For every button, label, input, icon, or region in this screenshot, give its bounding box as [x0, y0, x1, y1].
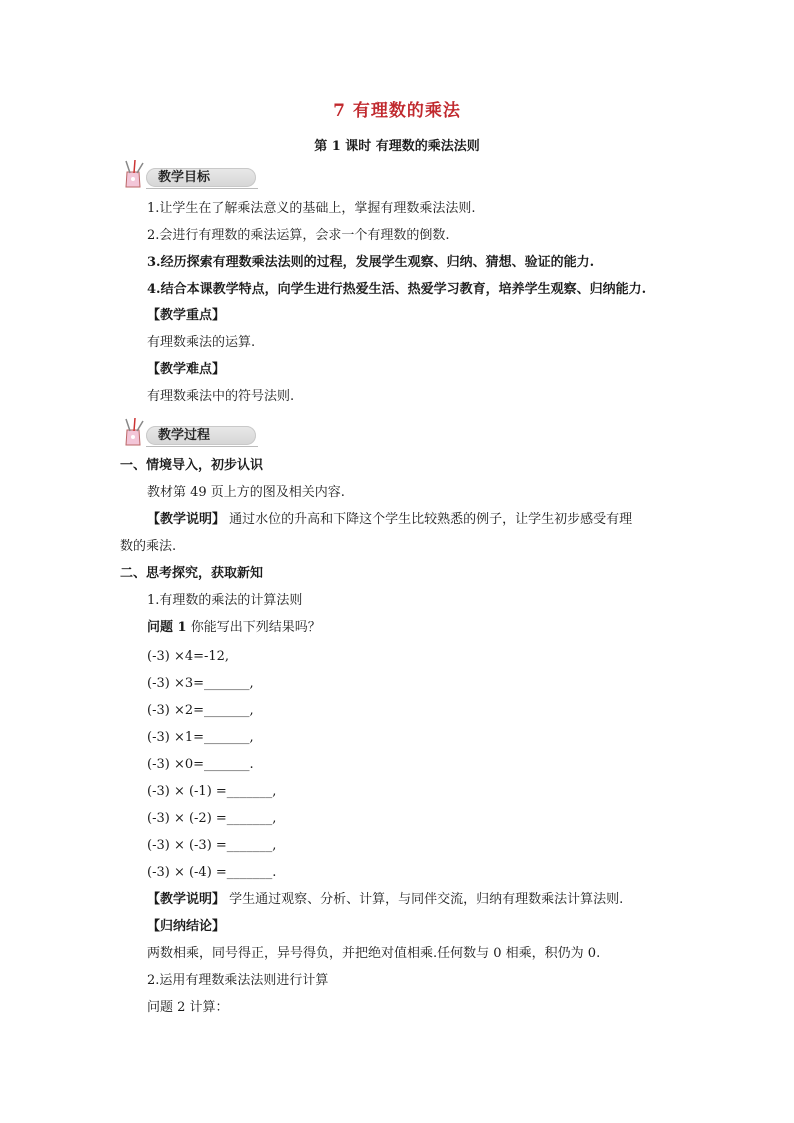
subsection-2: 2.运用有理数乘法法则进行计算	[147, 973, 329, 988]
equation-line: (-3) × (-2) =_______,	[147, 811, 277, 826]
part2-heading: 二、思考探究，获取新知	[120, 566, 264, 581]
equation-line: (-3) ×0=_______.	[147, 757, 254, 772]
question-1-label: 问题 1	[147, 620, 187, 635]
equation-line: (-3) × (-3) =_______,	[147, 838, 277, 853]
process-banner-label: 教学过程	[158, 428, 211, 443]
key-point-text: 有理数乘法的运算.	[147, 335, 256, 350]
question-1	[147, 619, 321, 637]
key-point-label: 【教学重点】	[147, 308, 226, 323]
part1-note-text: 通过水位的升高和下降这个学生比较熟悉的例子，让学生初步感受有理	[229, 512, 633, 527]
part1-heading: 一、情境导入，初步认识	[120, 458, 264, 473]
equation-line: (-3) ×3=_______,	[147, 676, 254, 691]
difficult-point-text: 有理数乘法中的符号法则.	[147, 389, 295, 404]
pencil-cup-icon	[118, 416, 150, 448]
goal-item-2: 2.会进行有理数的乘法运算，会求一个有理数的倒数.	[147, 228, 450, 243]
part1-text: 教材第 49 页上方的图及相关内容.	[147, 485, 345, 500]
part1-note-cont: 数的乘法.	[120, 539, 177, 554]
teaching-note-2-label: 【教学说明】	[147, 892, 226, 907]
teaching-note-2-text: 学生通过观察、分析、计算，与同伴交流，归纳有理数乘法计算法则.	[229, 892, 624, 907]
conclusion-label: 【归纳结论】	[147, 919, 226, 934]
process-banner	[118, 422, 258, 448]
conclusion-text: 两数相乘，同号得正，异号得负，并把绝对值相乘.任何数与 0 相乘，积仍为 0.	[147, 946, 601, 961]
question-1-text: 你能写出下列结果吗？	[190, 620, 321, 635]
equation-line: (-3) ×4=-12,	[147, 649, 230, 664]
equation-line: (-3) ×2=_______,	[147, 703, 254, 718]
pencil-cup-icon	[118, 158, 150, 190]
subsection-1: 1.有理数的乘法的计算法则	[147, 593, 303, 608]
goal-item-4: 4.结合本课教学特点，向学生进行热爱生活、热爱学习教育，培养学生观察、归纳能力.	[147, 282, 647, 297]
difficult-point-label: 【教学难点】	[147, 362, 226, 377]
equation-line: (-3) × (-1) =_______,	[147, 784, 277, 799]
page-title: 7 有理数的乘法	[333, 101, 461, 121]
equation-line: (-3) × (-4) =_______.	[147, 865, 277, 880]
goals-banner	[118, 164, 258, 190]
lesson-subtitle: 第 1 课时 有理数的乘法法则	[314, 139, 480, 154]
part1-note	[147, 511, 632, 529]
part1-note-label: 【教学说明】	[147, 512, 226, 527]
goals-banner-label: 教学目标	[158, 170, 211, 185]
question-2: 问题 2 计算：	[147, 1000, 229, 1015]
teaching-note-2	[147, 891, 623, 909]
goal-item-1: 1.让学生在了解乘法意义的基础上，掌握有理数乘法法则.	[147, 201, 476, 216]
equation-line: (-3) ×1=_______,	[147, 730, 254, 745]
goal-item-3: 3.经历探索有理数乘法法则的过程，发展学生观察、归纳、猜想、验证的能力.	[147, 255, 595, 270]
